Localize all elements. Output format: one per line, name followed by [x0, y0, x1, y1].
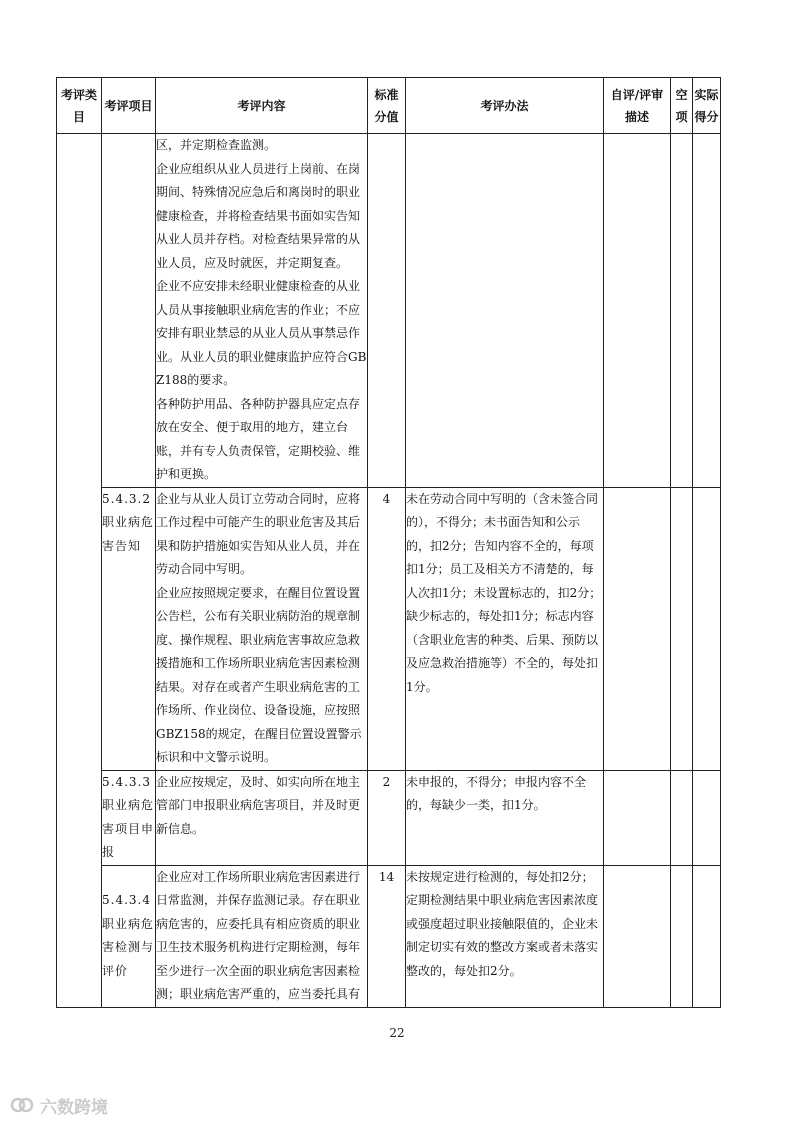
score-cell: 14	[368, 865, 406, 1007]
item-cell: 5.4.3.2 职业病危害告知	[102, 487, 156, 770]
content-paragraph: 企业应按规定，及时、如实向所在地主管部门申报职业病危害项目，并及时更新信息。	[156, 774, 361, 836]
content-cell	[156, 134, 368, 488]
content-paragraph: 企业应按照规定要求，在醒目位置设置公告栏，公布有关职业病防治的规章制度、操作规程、职业病危害事故应急救援措施和工作场所职业病危害因素检测结果。对存在或者产生职业病危害的工作场所、作业岗位、设备设施，应按照GBZ158的规定，在醒目位置设置警示标识和中文警示说明。	[156, 585, 362, 764]
item-cell	[102, 134, 156, 488]
page-number: 22	[389, 1026, 405, 1040]
empty-item-cell[interactable]	[671, 487, 693, 770]
table-row	[57, 770, 721, 865]
method-cell	[406, 770, 604, 865]
header-actual: 实际得分	[693, 78, 721, 134]
self-eval-cell[interactable]	[604, 134, 671, 488]
header-category: 考评类目	[57, 78, 102, 134]
item-cell	[102, 865, 156, 1007]
actual-score-cell[interactable]	[693, 865, 721, 1007]
content-cell	[156, 770, 368, 865]
category-cell	[57, 134, 102, 1008]
score-cell: 2	[368, 770, 406, 865]
method-cell	[406, 865, 604, 1007]
method-paragraph: 未按规定进行检测的，每处扣2分；定期检测结果中职业病危害因素浓度或强度超过职业接触限值的，企业未制定切实有效的整改方案或者未落实整改的，每处扣2分。	[406, 869, 599, 978]
self-eval-cell[interactable]	[604, 770, 671, 865]
actual-score-cell[interactable]	[693, 487, 721, 770]
watermark-text: 六数跨境	[40, 1097, 108, 1118]
actual-score-cell[interactable]	[693, 770, 721, 865]
score-cell	[368, 134, 406, 488]
content-paragraph: 企业与从业人员订立劳动合同时，应将工作过程中可能产生的职业危害及其后果和防护措施如实告知从业人员，并在劳动合同中写明。	[156, 491, 361, 576]
content-paragraph: 区，并定期检查监测。	[156, 138, 277, 152]
empty-item-cell[interactable]	[671, 865, 693, 1007]
table-row	[57, 134, 721, 488]
content-cell	[156, 865, 368, 1007]
header-item: 考评项目	[102, 78, 156, 134]
item-label: 5.4.3.4 职业病危害检测与评价	[102, 893, 155, 978]
table-row	[57, 865, 721, 1007]
method-cell	[406, 487, 604, 770]
header-empty: 空项	[671, 78, 693, 134]
header-row	[57, 78, 721, 134]
content-cell	[156, 487, 368, 770]
header-score: 标准分值	[368, 78, 406, 134]
table-row	[57, 487, 721, 770]
method-cell	[406, 134, 604, 488]
header-method: 考评办法	[406, 78, 604, 134]
method-paragraph: 未申报的，不得分；申报内容不全的，每缺少一类，扣1分。	[406, 774, 587, 812]
header-content: 考评内容	[156, 78, 368, 134]
content-paragraph: 各种防护用品、各种防护器具应定点存放在安全、便于取用的地方，建立台账，并有专人负责保管，定期校验、维护和更换。	[156, 396, 361, 481]
score-cell: 4	[368, 487, 406, 770]
content-paragraph: 企业不应安排未经职业健康检查的从业人员从事接触职业病危害的作业；不应安排有职业禁忌的从业人员从事禁忌作业。从业人员的职业健康监护应符合GBZ188的要求。	[156, 279, 367, 387]
self-eval-cell[interactable]	[604, 865, 671, 1007]
empty-item-cell[interactable]	[671, 770, 693, 865]
item-cell: 5.4.3.3 职业病危害项目申报	[102, 770, 156, 865]
header-self-eval: 自评/评审描述	[604, 78, 671, 134]
content-paragraph: 企业应组织从业人员进行上岗前、在岗期间、特殊情况应急后和离岗时的职业健康检查，并将检查结果书面如实告知从业人员并存档。对检查结果异常的从业人员，应及时就医，并定期复查。	[156, 161, 361, 270]
watermark-logo-icon	[10, 1094, 34, 1116]
empty-item-cell[interactable]	[671, 134, 693, 488]
evaluation-table	[56, 77, 721, 1008]
self-eval-cell[interactable]	[604, 487, 671, 770]
method-paragraph: 未在劳动合同中写明的（含未签合同的），不得分；未书面告知和公示的，扣2分；告知内容不全的，每项扣1分；员工及相关方不清楚的，每人次扣1分；未设置标志的，扣2分；缺少标志的，每处扣1分；标志内容（含职业危害的种类、后果、预防以及应急救治措施等）不全的，每处扣1分。	[406, 491, 602, 694]
content-paragraph: 企业应对工作场所职业病危害因素进行日常监测，并保存监测记录。存在职业病危害的，应委托具有相应资质的职业卫生技术服务机构进行定期检测，每年至少进行一次全面的职业病危害因素检测；职业病危害严重的，应当委托具有	[156, 869, 361, 1001]
watermark	[10, 1090, 108, 1120]
actual-score-cell[interactable]	[693, 134, 721, 488]
